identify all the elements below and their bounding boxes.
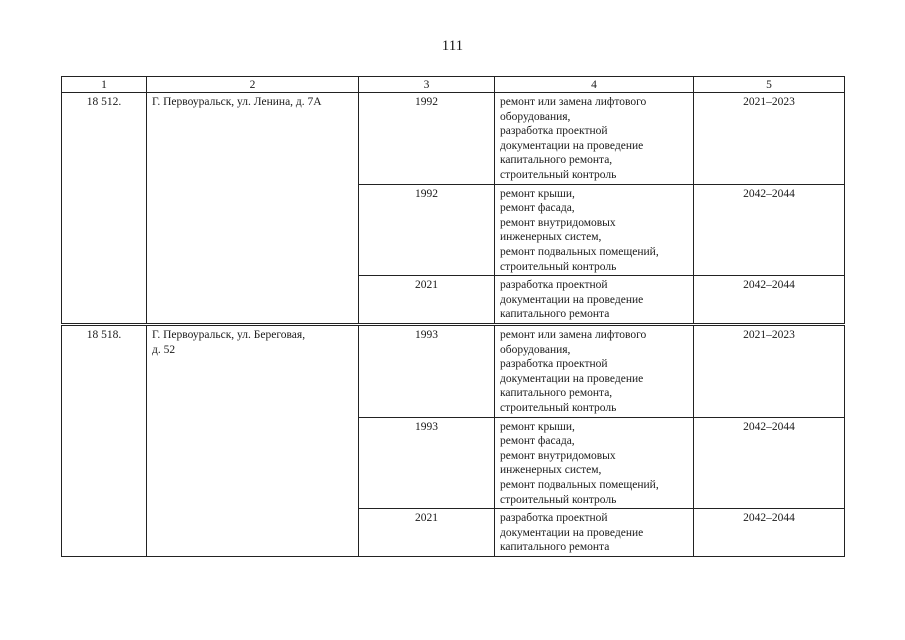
work-line: оборудования, <box>500 110 571 123</box>
page-number: 111 <box>441 38 464 54</box>
record-works <box>495 326 694 418</box>
record-works <box>495 509 694 557</box>
record-works <box>495 93 694 185</box>
work-line: документации на проведение <box>500 526 644 539</box>
address-line: д. 52 <box>152 343 176 356</box>
table-row <box>62 326 845 418</box>
table-block-2 <box>61 325 844 557</box>
address-line: Г. Первоуральск, ул. Береговая, <box>152 329 306 341</box>
record-period: 2042–2044 <box>694 276 845 324</box>
record-year: 1993 <box>359 326 495 418</box>
record-works <box>495 184 694 276</box>
work-line: инженерных систем, <box>500 464 602 477</box>
work-line: строительный контроль <box>500 260 617 273</box>
work-line: разработка проектной <box>500 358 608 371</box>
record-period: 2042–2044 <box>694 184 845 276</box>
record-year: 2021 <box>359 509 495 557</box>
work-line: ремонт фасада, <box>500 435 575 448</box>
table-header-row <box>62 77 845 93</box>
record-period: 2042–2044 <box>694 509 845 557</box>
record-number: 18 512. <box>62 93 147 324</box>
work-line: ремонт или замена лифтового <box>500 96 647 108</box>
record-period: 2021–2023 <box>694 93 845 185</box>
table-row <box>62 93 845 185</box>
work-line: ремонт или замена лифтового <box>500 329 647 341</box>
work-line: строительный контроль <box>500 493 617 506</box>
work-line: капитального ремонта <box>500 541 610 554</box>
work-line: ремонт подвальных помещений, <box>500 245 659 258</box>
record-period: 2021–2023 <box>694 326 845 418</box>
work-line: документации на проведение <box>500 293 644 306</box>
work-line: документации на проведение <box>500 139 644 152</box>
record-year: 1993 <box>359 417 495 509</box>
work-line: ремонт фасада, <box>500 202 575 215</box>
record-address <box>147 326 359 557</box>
record-works <box>495 417 694 509</box>
work-line: ремонт внутридомовых <box>500 216 616 229</box>
column-header-3: 3 <box>359 77 495 93</box>
table-block-1 <box>61 76 844 324</box>
record-year: 2021 <box>359 276 495 324</box>
record-year: 1992 <box>359 93 495 185</box>
work-line: капитального ремонта, <box>500 387 613 400</box>
work-line: разработка проектной <box>500 512 608 525</box>
work-line: ремонт внутридомовых <box>500 449 616 462</box>
column-header-5: 5 <box>694 77 845 93</box>
work-line: разработка проектной <box>500 279 608 292</box>
work-line: документации на проведение <box>500 372 644 385</box>
column-header-1: 1 <box>62 77 147 93</box>
record-address <box>147 93 359 324</box>
work-line: оборудования, <box>500 343 571 356</box>
record-period: 2042–2044 <box>694 417 845 509</box>
record-works <box>495 276 694 324</box>
work-line: капитального ремонта <box>500 308 610 321</box>
work-line: капитального ремонта, <box>500 154 613 167</box>
column-header-2: 2 <box>147 77 359 93</box>
work-line: разработка проектной <box>500 125 608 138</box>
work-line: ремонт крыши, <box>500 420 575 433</box>
column-header-4: 4 <box>495 77 694 93</box>
work-line: инженерных систем, <box>500 231 602 244</box>
repair-table-1 <box>61 76 845 324</box>
record-number: 18 518. <box>62 326 147 557</box>
work-line: строительный контроль <box>500 168 617 181</box>
repair-table-2 <box>61 325 845 557</box>
work-line: ремонт подвальных помещений, <box>500 478 659 491</box>
address-line: Г. Первоуральск, ул. Ленина, д. 7А <box>152 96 322 108</box>
work-line: строительный контроль <box>500 401 617 414</box>
record-year: 1992 <box>359 184 495 276</box>
work-line: ремонт крыши, <box>500 187 575 200</box>
